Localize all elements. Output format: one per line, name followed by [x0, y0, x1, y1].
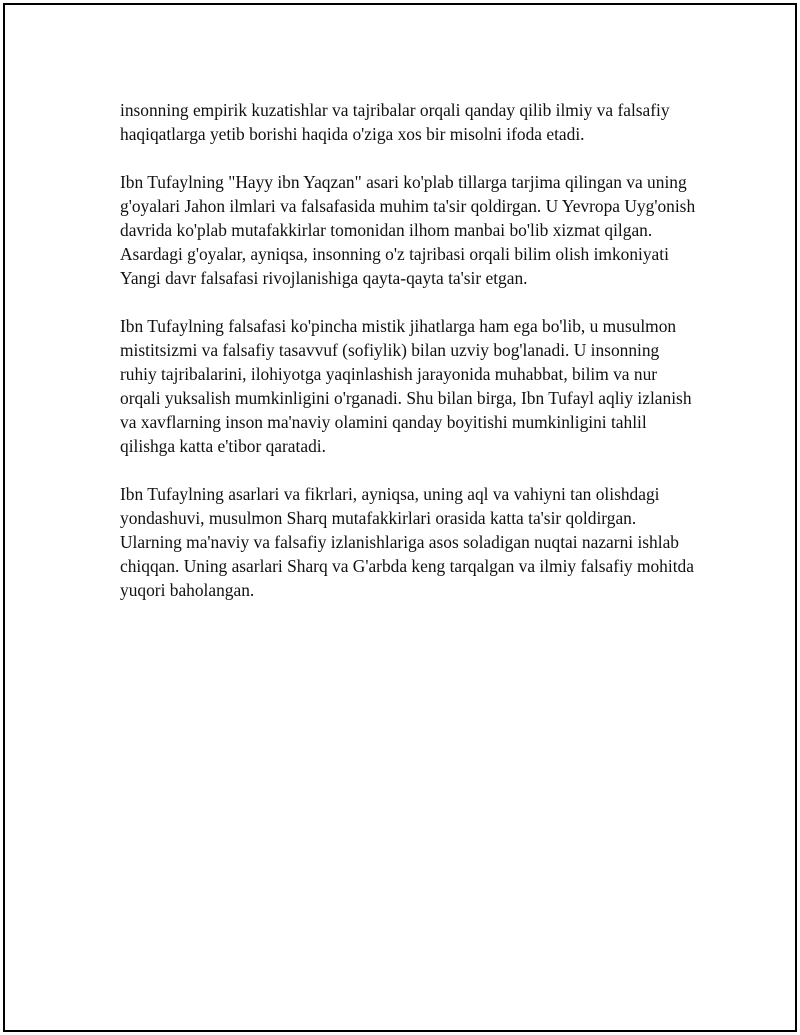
paragraph-1: insonning empirik kuzatishlar va tajribalar orqali qanday qilib ilmiy va falsafiy haqiqatlarga yetib borishi haqida o'ziga xos bir misolni ifoda etadi.: [120, 100, 670, 144]
document-page: [3, 3, 797, 1032]
paragraph-3: Ibn Tufaylning falsafasi ko'pincha mistik jihatlarga ham ega bo'lib, u musulmon mistitsizmi va falsafiy tasavvuf (sofiylik) bilan uzviy bog'lanadi. U insonning ruhiy tajribalarini, ilohiyotga yaqinlashish jarayonida muhabbat, bilim va nur orqali yuksalish mumkinligini o'rganadi. Shu bilan birga, Ibn Tufayl aqliy izlanish va xavflarning inson ma'naviy olamini qanday boyitishi mumkinligini tahlil qilishga katta e'tibor qaratadi.: [120, 316, 692, 456]
paragraph-4: Ibn Tufaylning asarlari va fikrlari, ayniqsa, uning aql va vahiyni tan olishdagi yondashuvi, musulmon Sharq mutafakkirlari orasida katta ta'sir qoldirgan. Ularning ma'naviy va falsafiy izlanishlariga asos soladigan nuqtai nazarni ishlab chiqqan. Uning asarlari Sharq va G'arbda keng tarqalgan va ilmiy falsafiy mohitda yuqori baholangan.: [120, 484, 694, 600]
document-body: [120, 98, 700, 626]
paragraph-2: Ibn Tufaylning "Hayy ibn Yaqzan" asari ko'plab tillarga tarjima qilingan va uning g'oyalari Jahon ilmlari va falsafasida muhim ta'sir qoldirgan. U Yevropa Uyg'onish davrida ko'plab mutafakkirlar tomonidan ilhom manbai bo'lib xizmat qilgan. Asardagi g'oyalar, ayniqsa, insonning o'z tajribasi orqali bilim olish imkoniyati Yangi davr falsafasi rivojlanishiga qayta-qayta ta'sir etgan.: [120, 172, 696, 288]
